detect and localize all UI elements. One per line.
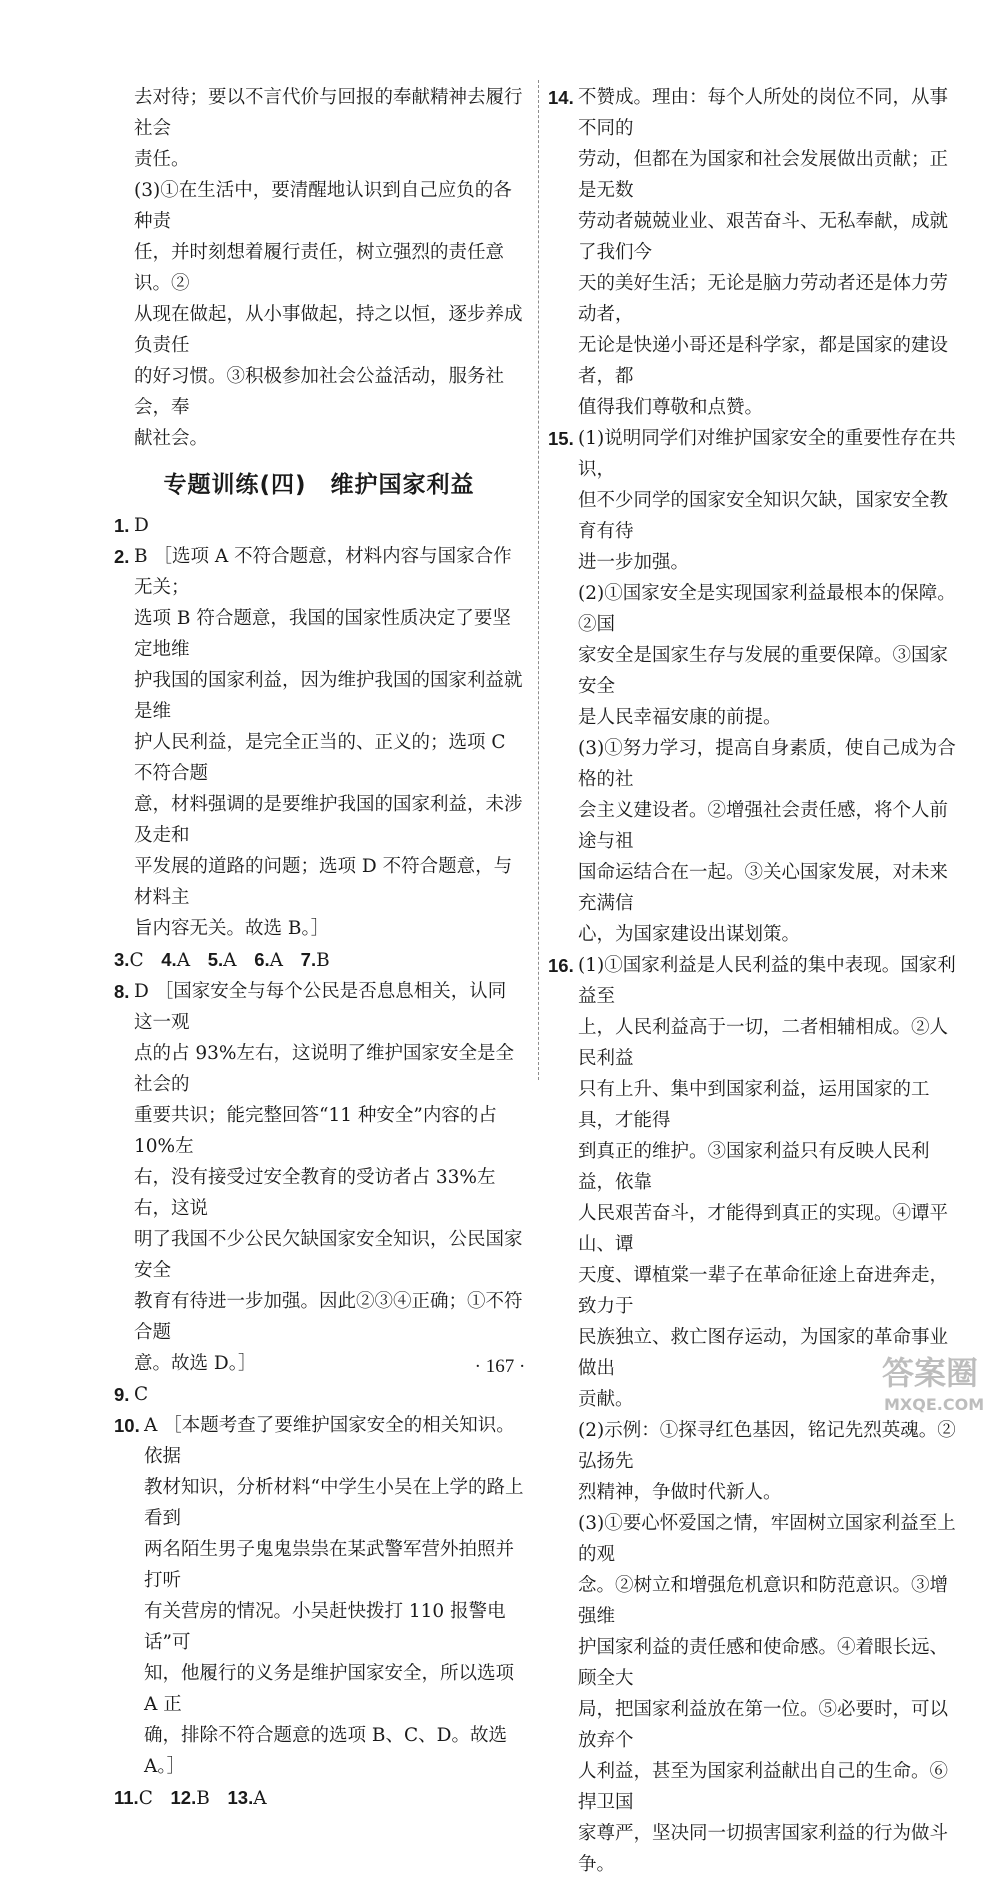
- text-line: (2)示例：①探寻红色基因，铭记先烈英魂。②弘扬先: [578, 1420, 956, 1472]
- question-number: 15.: [548, 428, 574, 449]
- text-line: (2)①国家安全是实现国家利益最根本的保障。②国: [578, 583, 956, 635]
- question-number: 1.: [114, 515, 130, 536]
- question-number: 12.: [170, 1787, 197, 1808]
- answer-letter: A: [176, 950, 191, 971]
- text-line: 烈精神，争做时代新人。: [578, 1482, 782, 1503]
- question-number: 11.: [114, 1787, 139, 1808]
- column-divider: [538, 80, 539, 1080]
- section-title: 专题训练(四) 维护国家利益: [163, 472, 475, 498]
- question-number: 5.: [207, 949, 224, 970]
- text-line: 意，材料强调的是要维护我国的国家利益，未涉及走和: [134, 794, 523, 846]
- text-line: 两名陌生男子鬼鬼祟祟在某武警军营外拍照并打听: [144, 1539, 515, 1591]
- text-line: 上，人民利益高于一切，二者相辅相成。②人民利益: [578, 1017, 949, 1069]
- text-line: 到真正的维护。③国家利益只有反映人民利益，依靠: [578, 1141, 930, 1193]
- text-line: 家安全是国家生存与发展的重要保障。③国家安全: [578, 645, 949, 697]
- watermark-url: MXQE.COM: [884, 1395, 985, 1414]
- text-line: 责任。: [134, 149, 190, 170]
- text-line: 进一步加强。: [578, 552, 690, 573]
- answer-9: [114, 1379, 524, 1410]
- text-line: 劳动者兢兢业业、艰苦奋斗、无私奉献，成就了我们今: [578, 211, 949, 263]
- text-line: 明了我国不少公民欠缺国家安全知识，公民国家安全: [134, 1229, 523, 1281]
- text-line: 有关营房的情况。小吴赶快拨打 110 报警电话”可: [144, 1601, 506, 1653]
- text-line: 人民艰苦奋斗，才能得到真正的实现。④谭平山、谭: [578, 1203, 949, 1255]
- text-line: (1)①国家利益是人民利益的集中表现。国家利益至: [578, 955, 956, 1007]
- text-line: D ［国家安全与每个公民是否息息相关，认同这一观: [134, 981, 507, 1033]
- answer-letter: C: [138, 1788, 153, 1809]
- text-line: 的好习惯。③积极参加社会公益活动，服务社会，奉: [134, 366, 505, 418]
- answer-2: [114, 541, 524, 944]
- text-line: 念。②树立和增强危机意识和防范意识。③增强维: [578, 1575, 949, 1627]
- answer-part-3: [578, 1508, 966, 1880]
- text-line: 旨内容无关。故选 B。］: [134, 918, 330, 939]
- continuation-block: [114, 82, 524, 454]
- question-number: 3.: [114, 949, 130, 970]
- answer-part-1: [578, 423, 966, 578]
- answers-11-to-13: [114, 1782, 524, 1814]
- question-number: 13.: [227, 1787, 254, 1808]
- text-line: A ［本题考查了要维护国家安全的相关知识。依据: [144, 1415, 515, 1467]
- text-line: 去对待；要以不言代价与回报的奉献精神去履行社会: [134, 87, 523, 139]
- text-line: B ［选项 A 不符合题意，材料内容与国家合作无关；: [134, 546, 512, 598]
- text-line: 意。故选 D。］: [134, 1353, 257, 1374]
- text-line: 献社会。: [134, 428, 209, 449]
- answer-part-2: [578, 1415, 966, 1508]
- question-number: 4.: [161, 949, 177, 970]
- text-line: 护人民利益，是完全正当的、正义的；选项 C 不符合题: [134, 732, 506, 784]
- answer-14: [548, 82, 966, 423]
- text-line: 重要共识；能完整回答“11 种安全”内容的占 10%左: [134, 1105, 497, 1157]
- text-line: 只有上升、集中到国家利益，运用国家的工具，才能得: [578, 1079, 930, 1131]
- answer-letter: A: [269, 950, 283, 971]
- text-line: 是人民幸福安康的前提。: [578, 707, 782, 728]
- text-line: 天的美好生活；无论是脑力劳动者还是体力劳动者，: [578, 273, 949, 325]
- question-number: 14.: [548, 87, 574, 108]
- text-line: 劳动，但都在为国家和社会发展做出贡献；正是无数: [578, 149, 949, 201]
- text-line: (3)①努力学习，提高自身素质，使自己成为合格的社: [578, 738, 956, 790]
- text-line: 护国家利益的责任感和使命感。④着眼长远、顾全大: [578, 1637, 949, 1689]
- text-line: D: [134, 515, 149, 536]
- text-line: 护我国的国家利益，因为维护我国的国家利益就是维: [134, 670, 523, 722]
- text-line: 从现在做起，从小事做起，持之以恒，逐步养成负责任: [134, 304, 523, 356]
- text-line: 任，并时刻想着履行责任，树立强烈的责任意识。②: [134, 242, 505, 294]
- answer-letter: C: [129, 950, 144, 971]
- text-line: 右，没有接受过安全教育的受访者占 33%左右，这说: [134, 1167, 496, 1219]
- question-number: 16.: [548, 955, 574, 976]
- text-line: (3)①在生活中，要清醒地认识到自己应负的各种责: [134, 180, 512, 232]
- text-line: 民族独立、救亡图存运动，为国家的革命事业做出: [578, 1327, 949, 1379]
- left-column: [114, 82, 524, 1814]
- answer-15: [548, 423, 966, 950]
- question-number: 9.: [114, 1384, 130, 1405]
- text-line: 点的占 93%左右，这说明了维护国家安全是全社会的: [134, 1043, 515, 1095]
- answer-part-2: [578, 578, 966, 733]
- text-line: 不赞成。理由：每个人所处的岗位不同，从事不同的: [578, 87, 949, 139]
- text-line: 教育有待进一步加强。因此②③④正确；①不符合题: [134, 1291, 523, 1343]
- text-line: 国命运结合在一起。③关心国家发展，对未来充满信: [578, 862, 949, 914]
- watermark-logo: [878, 1344, 990, 1418]
- watermark-text: 答案圈: [882, 1354, 979, 1392]
- answer-10: [114, 1410, 524, 1782]
- text-line: (3)①要心怀爱国之情，牢固树立国家利益至上的观: [578, 1513, 956, 1565]
- answer-letter: B: [316, 950, 330, 971]
- text-line: 局，把国家利益放在第一位。⑤必要时，可以放弃个: [578, 1699, 949, 1751]
- answer-part-3: [578, 733, 966, 950]
- text-line: 心，为国家建设出谋划策。: [578, 924, 801, 945]
- text-line: (1)说明同学们对维护国家安全的重要性存在共识，: [578, 428, 956, 480]
- answer-letter: A: [253, 1788, 267, 1809]
- text-line: 但不少同学的国家安全知识欠缺，国家安全教育有待: [578, 490, 949, 542]
- text-line: 人利益，甚至为国家利益献出自己的生命。⑥捍卫国: [578, 1761, 949, 1813]
- answers-3-to-7: [114, 944, 524, 976]
- question-number: 7.: [300, 949, 317, 970]
- answer-letter: B: [196, 1788, 210, 1809]
- answer-1: [114, 510, 524, 541]
- text-line: 贡献。: [578, 1389, 634, 1410]
- text-line: C: [134, 1384, 149, 1405]
- text-line: 选项 B 符合题意，我国的国家性质决定了要坚定地维: [134, 608, 511, 660]
- text-line: 平发展的道路的问题；选项 D 不符合题意，与材料主: [134, 856, 513, 908]
- answer-8: [114, 976, 524, 1379]
- text-line: 教材知识，分析材料“中学生小吴在上学的路上看到: [144, 1477, 524, 1529]
- text-line: 值得我们尊敬和点赞。: [578, 397, 764, 418]
- answer-letter: A: [223, 950, 237, 971]
- question-number: 10.: [114, 1415, 140, 1436]
- text-line: 天度、谭植棠一辈子在革命征途上奋进奔走，致力于: [578, 1265, 949, 1317]
- text-line: 确，排除不符合题意的选项 B、C、D。故选 A。］: [144, 1725, 507, 1777]
- page-number: · 167 ·: [474, 1356, 526, 1377]
- question-number: 6.: [254, 949, 270, 970]
- question-number: 2.: [114, 546, 130, 567]
- text-line: 会主义建设者。②增强社会责任感，将个人前途与祖: [578, 800, 949, 852]
- right-column: [548, 82, 966, 1880]
- text-line: 无论是快递小哥还是科学家，都是国家的建设者，都: [578, 335, 949, 387]
- text-line: 知，他履行的义务是维护国家安全，所以选项 A 正: [144, 1663, 515, 1715]
- text-line: 家尊严，坚决同一切损害国家利益的行为做斗争。: [578, 1823, 949, 1875]
- question-number: 8.: [114, 981, 130, 1002]
